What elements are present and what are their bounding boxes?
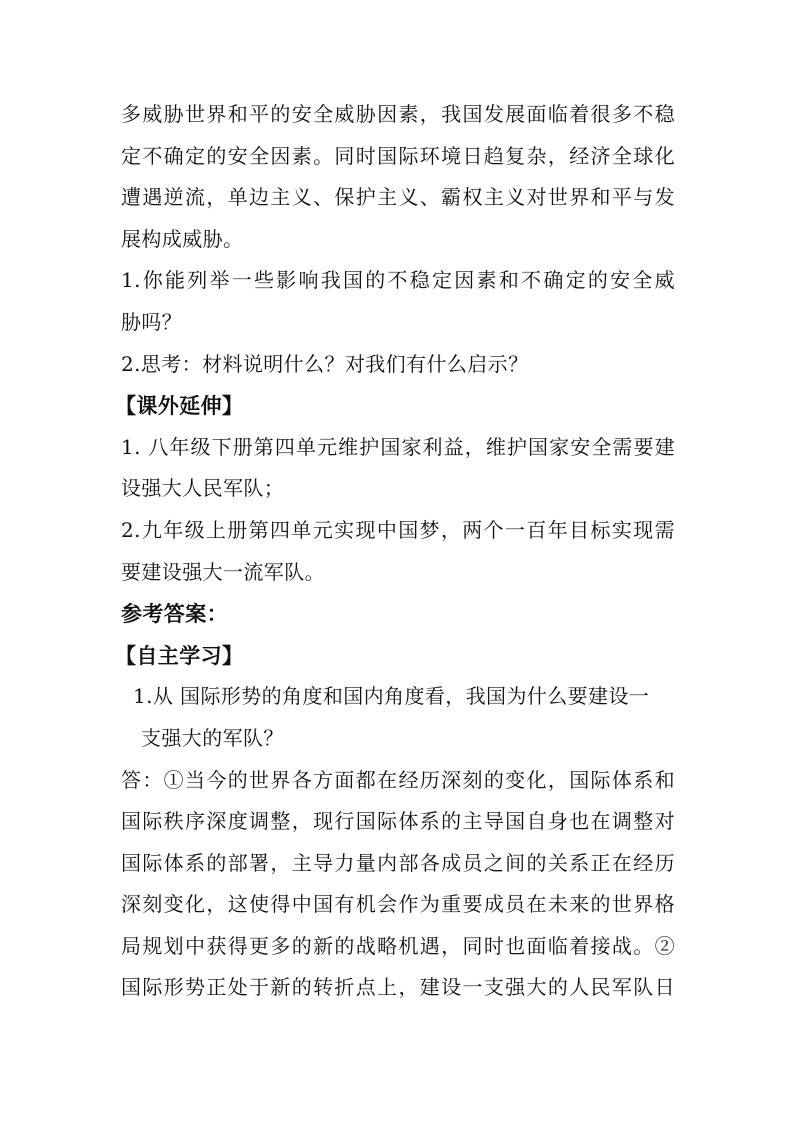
question-1-line: 1.你能列举一些影响我国的不稳定因素和不确定的安全威 [121, 268, 675, 293]
paragraph-line: 定不确定的安全因素。同时国际环境日趋复杂，经济全球化 [121, 143, 675, 168]
question-1-line: 胁吗？ [121, 309, 183, 334]
answer-line: 国际形势正处于新的转折点上，建设一支强大的人民军队日 [121, 975, 675, 1000]
self-study-question: 1.从 国际形势的角度和国内角度看，我国为什么要建设一 [133, 684, 650, 709]
section-heading-extension: 【课外延伸】 [115, 393, 244, 419]
section-heading-self-study: 【自主学习】 [115, 642, 244, 668]
paragraph-line: 多威胁世界和平的安全威胁因素，我国发展面临着很多不稳 [121, 102, 675, 126]
paragraph-line: 遭遇逆流，单边主义、保护主义、霸权主义对世界和平与发 [121, 185, 675, 210]
answer-line: 答：①当今的世界各方面都在经历深刻的变化，国际体系和 [121, 767, 675, 792]
paragraph-line: 展构成威胁。 [121, 226, 244, 251]
section-heading-answers: 参考答案： [121, 601, 228, 627]
answer-line: 国际秩序深度调整，现行国际体系的主导国自身也在调整对 [121, 809, 675, 834]
answer-line: 深刻变化，这使得中国有机会作为重要成员在未来的世界格 [121, 892, 675, 917]
self-study-question: 支强大的军队？ [141, 725, 284, 750]
extension-item-2: 要建设强大一流军队。 [121, 559, 325, 584]
document-body [115, 94, 675, 1009]
answer-line: 国际体系的部署，主导力量内部各成员之间的关系正在经历 [121, 850, 675, 875]
question-2-line: 2.思考：材料说明什么？对我们有什么启示？ [121, 351, 529, 376]
answer-line: 局规划中获得更多的新的战略机遇，同时也面临着接战。② [121, 933, 675, 958]
extension-item-1: 1. 八年级下册第四单元维护国家利益，维护国家安全需要建 [121, 434, 675, 459]
extension-item-1: 设强大人民军队； [121, 476, 285, 501]
extension-item-2: 2.九年级上册第四单元实现中国梦，两个一百年目标实现需 [121, 517, 675, 542]
